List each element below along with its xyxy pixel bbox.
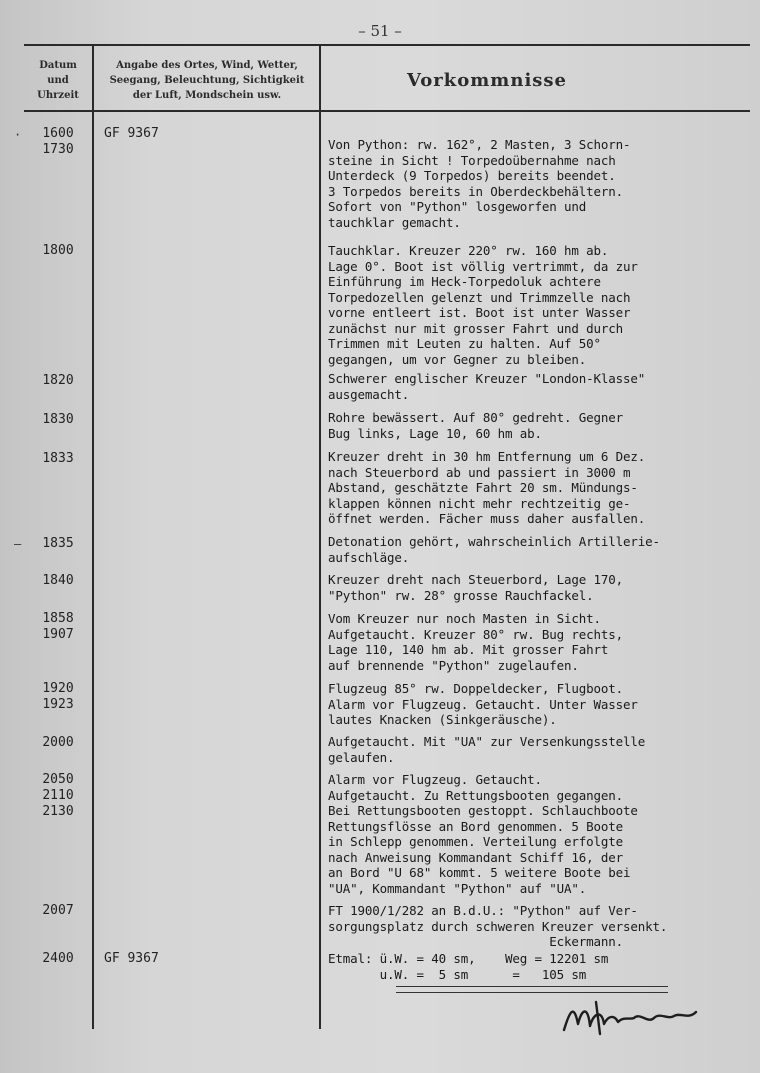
entry-text: Von Python: rw. 162°, 2 Masten, 3 Schorn- steine in Sicht ! Torpedoübernahme nach Unterdeck (9 Torpedos) bereits beendet. 3 Torpedos bereits in Oberdeckbehältern. Sofort von "Python" losgeworfen und tauchklar gemacht. [328, 137, 631, 230]
entry-text: Flugzeug 85° rw. Doppeldecker, Flugboot. Alarm vor Flugzeug. Getaucht. Unter Wasser lautes Knacken (Sinkgeräusche). [328, 681, 638, 727]
signature [556, 990, 716, 1040]
entry-text: Detonation gehört, wahrscheinlich Artillerie- aufschläge. [328, 534, 660, 565]
entry-time: 1600 1730 [42, 126, 74, 157]
entry-time: 2007 [42, 903, 74, 918]
entry-text: Rohre bewässert. Auf 80° gedreht. Gegner Bug links, Lage 10, 60 hm ab. [328, 410, 624, 441]
header-bottom-rule [24, 110, 750, 112]
entry-time: 1835 [42, 536, 74, 551]
table-top-rule [24, 44, 750, 46]
entry-text: FT 1900/1/282 an B.d.U.: "Python" auf Ver- sorgungsplatz durch schweren Kreuzer versenkt. Eckermann. [328, 903, 668, 949]
entry-text: Aufgetaucht. Mit "UA" zur Versenkungsstelle gelaufen. [328, 734, 646, 765]
entry-time: 2000 [42, 735, 74, 750]
entry-time: 2050 2110 2130 [42, 772, 74, 819]
column-divider-1 [92, 44, 94, 1029]
page-number: – 51 – [358, 22, 402, 40]
header-datum: Datum und Uhrzeit [37, 59, 79, 101]
column-divider-2 [319, 44, 321, 1029]
entry-time: 1830 [42, 412, 74, 427]
entry-position: GF 9367 [104, 126, 159, 141]
entry-text: Schwerer englischer Kreuzer "London-Klasse" ausgemacht. [328, 371, 646, 402]
entry-time: 1820 [42, 373, 74, 388]
entry-position: GF 9367 [104, 951, 159, 966]
entry-time: 1833 [42, 451, 74, 466]
entry-text: Alarm vor Flugzeug. Getaucht. Aufgetaucht. Zu Rettungsbooten gegangen. Bei Rettungsbooten gestoppt. Schlauchboote Rettungsflösse an Bord genommen. 5 Boote in Schlepp genommen. Verteilung erfolgte nach Anweisung Kommandant Schiff 16, der an Bord "U 68" kommt. 5 weitere Boote bei "UA", Kommandant "Python" auf "UA". [328, 772, 638, 896]
entry-time: 1840 [42, 573, 74, 588]
entry-text: Kreuzer dreht in 30 hm Entfernung um 6 Dez. nach Steuerbord ab und passiert in 3000 m Abstand, geschätzte Fahrt 20 sm. Mündungs- klappen können nicht mehr rechtzeitig ge- öffnet werden. Fächer muss daher ausfallen. [328, 449, 646, 526]
entry-text: Kreuzer dreht nach Steuerbord, Lage 170, "Python" rw. 28° grosse Rauchfackel. [328, 572, 624, 603]
entry-text: Tauchklar. Kreuzer 220° rw. 160 hm ab. Lage 0°. Boot ist völlig vertrimmt, da zur Einführung im Heck-Torpedoluk achtere Torpedozellen gelenzt und Trimmzelle nach vorne entleert ist. Boot ist unter Wasser zunächst nur mit grosser Fahrt und durch Trimmen mit Leuten zu halten. Auf 50° gegangen, um vor Gegner zu bleiben. [328, 243, 638, 367]
entry-time: 1800 [42, 243, 74, 258]
entry-text: Etmal: ü.W. = 40 sm, Weg = 12201 sm u.W. = 5 sm = 105 sm [328, 951, 609, 982]
entry-text: Vom Kreuzer nur noch Masten in Sicht. Aufgetaucht. Kreuzer 80° rw. Bug rechts, Lage 110, 140 hm ab. Mit grosser Fahrt auf brennende "Python" zugelaufen. [328, 611, 624, 673]
header-location-weather: Angabe des Ortes, Wind, Wetter, Seegang, Beleuchtung, Sichtigkeit der Luft, Mondschein usw. [109, 59, 305, 101]
entry-time: 2400 [42, 951, 74, 966]
header-vorkommnisse: Vorkommnisse [406, 69, 568, 91]
entry-time: 1920 1923 [42, 681, 74, 712]
war-diary-page: – 51 – Datum und Uhrzeit Angabe des Ortes, Wind, Wetter, Seegang, Beleuchtung, Sichtigkeit der Luft, Mondschein usw. Vorkommnisse · 1600 1730 GF 9367 Von Python: rw. 162°, 2 Masten, 3 Schorn- steine in Sicht ! Torpedoübernahme nach Unterdeck (9 Torpedos) bereits beendet. 3 Torpedos bereits in Oberdeckbehältern. Sofort von "Python" losgeworfen und tauchklar gemacht. 1800 Tauchklar. Kreuzer 220° rw. 160 hm ab. Lage 0°. Boot ist völlig vertrimmt, da zur Einführung im Heck-Torpedoluk achtere Torpedozellen gelenzt und Trimmzelle nach vorne entleert ist. Boot ist unter Wasser zunächst nur mit grosser Fahrt und durch Trimmen mit Leuten zu halten. Auf 50° gegangen, um vor Gegner zu bleiben. 1820 Schwerer englischer Kreuzer "London-Klasse" ausgemacht. 1830 Rohre bewässert. Auf 80° gedreht. Gegner Bug links, Lage 10, 60 hm ab. 1833 Kreuzer dreht in 30 hm Entfernung um 6 Dez. nach Steuerbord ab und passiert in 3000 m Abstand, geschätzte Fahrt 20 sm. Mündungs- klappen können nicht mehr rechtzeitig ge- öffnet werden. Fächer muss daher ausfallen. – 1835 Detonation gehört, wahrscheinlich Artillerie- aufschläge. 1840 Kreuzer dreht nach Steuerbord, Lage 170, "Python" rw. 28° grosse Rauchfackel. 1858 1907 Vom Kreuzer nur noch Masten in Sicht. Aufgetaucht. Kreuzer 80° rw. Bug rechts, Lage 110, 140 hm ab. Mit grosser Fahrt auf brennende "Python" zugelaufen. 1920 1923 Flugzeug 85° rw. Doppeldecker, Flugboot. Alarm vor Flugzeug. Getaucht. Unter Wasser lautes Knacken (Sinkgeräusche). 2000 Aufgetaucht. Mit "UA" zur Versenkungsstelle gelaufen. 2050 2110 2130 Alarm vor Flugzeug. Getaucht. Aufgetaucht. Zu Rettungsbooten gegangen. Bei Rettungsbooten gestoppt. Schlauchboote Rettungsflösse an Bord genommen. 5 Boote in Schlepp genommen. Verteilung erfolgte nach Anweisung Kommandant Schiff 16, der an Bord "U 68" kommt. 5 weitere Boote bei "UA", Kommandant "Python" auf "UA". 2007 FT 1900/1/282 an B.d.U.: "Python" auf Ver- sorgungsplatz durch schweren Kreuzer versenkt. Eckermann. 2400 GF 9367 Etmal: ü.W. = 40 sm, Weg = 12201 sm u.W. = 5 sm = 105 sm [0, 0, 760, 1073]
entry-time: 1858 1907 [42, 611, 74, 642]
